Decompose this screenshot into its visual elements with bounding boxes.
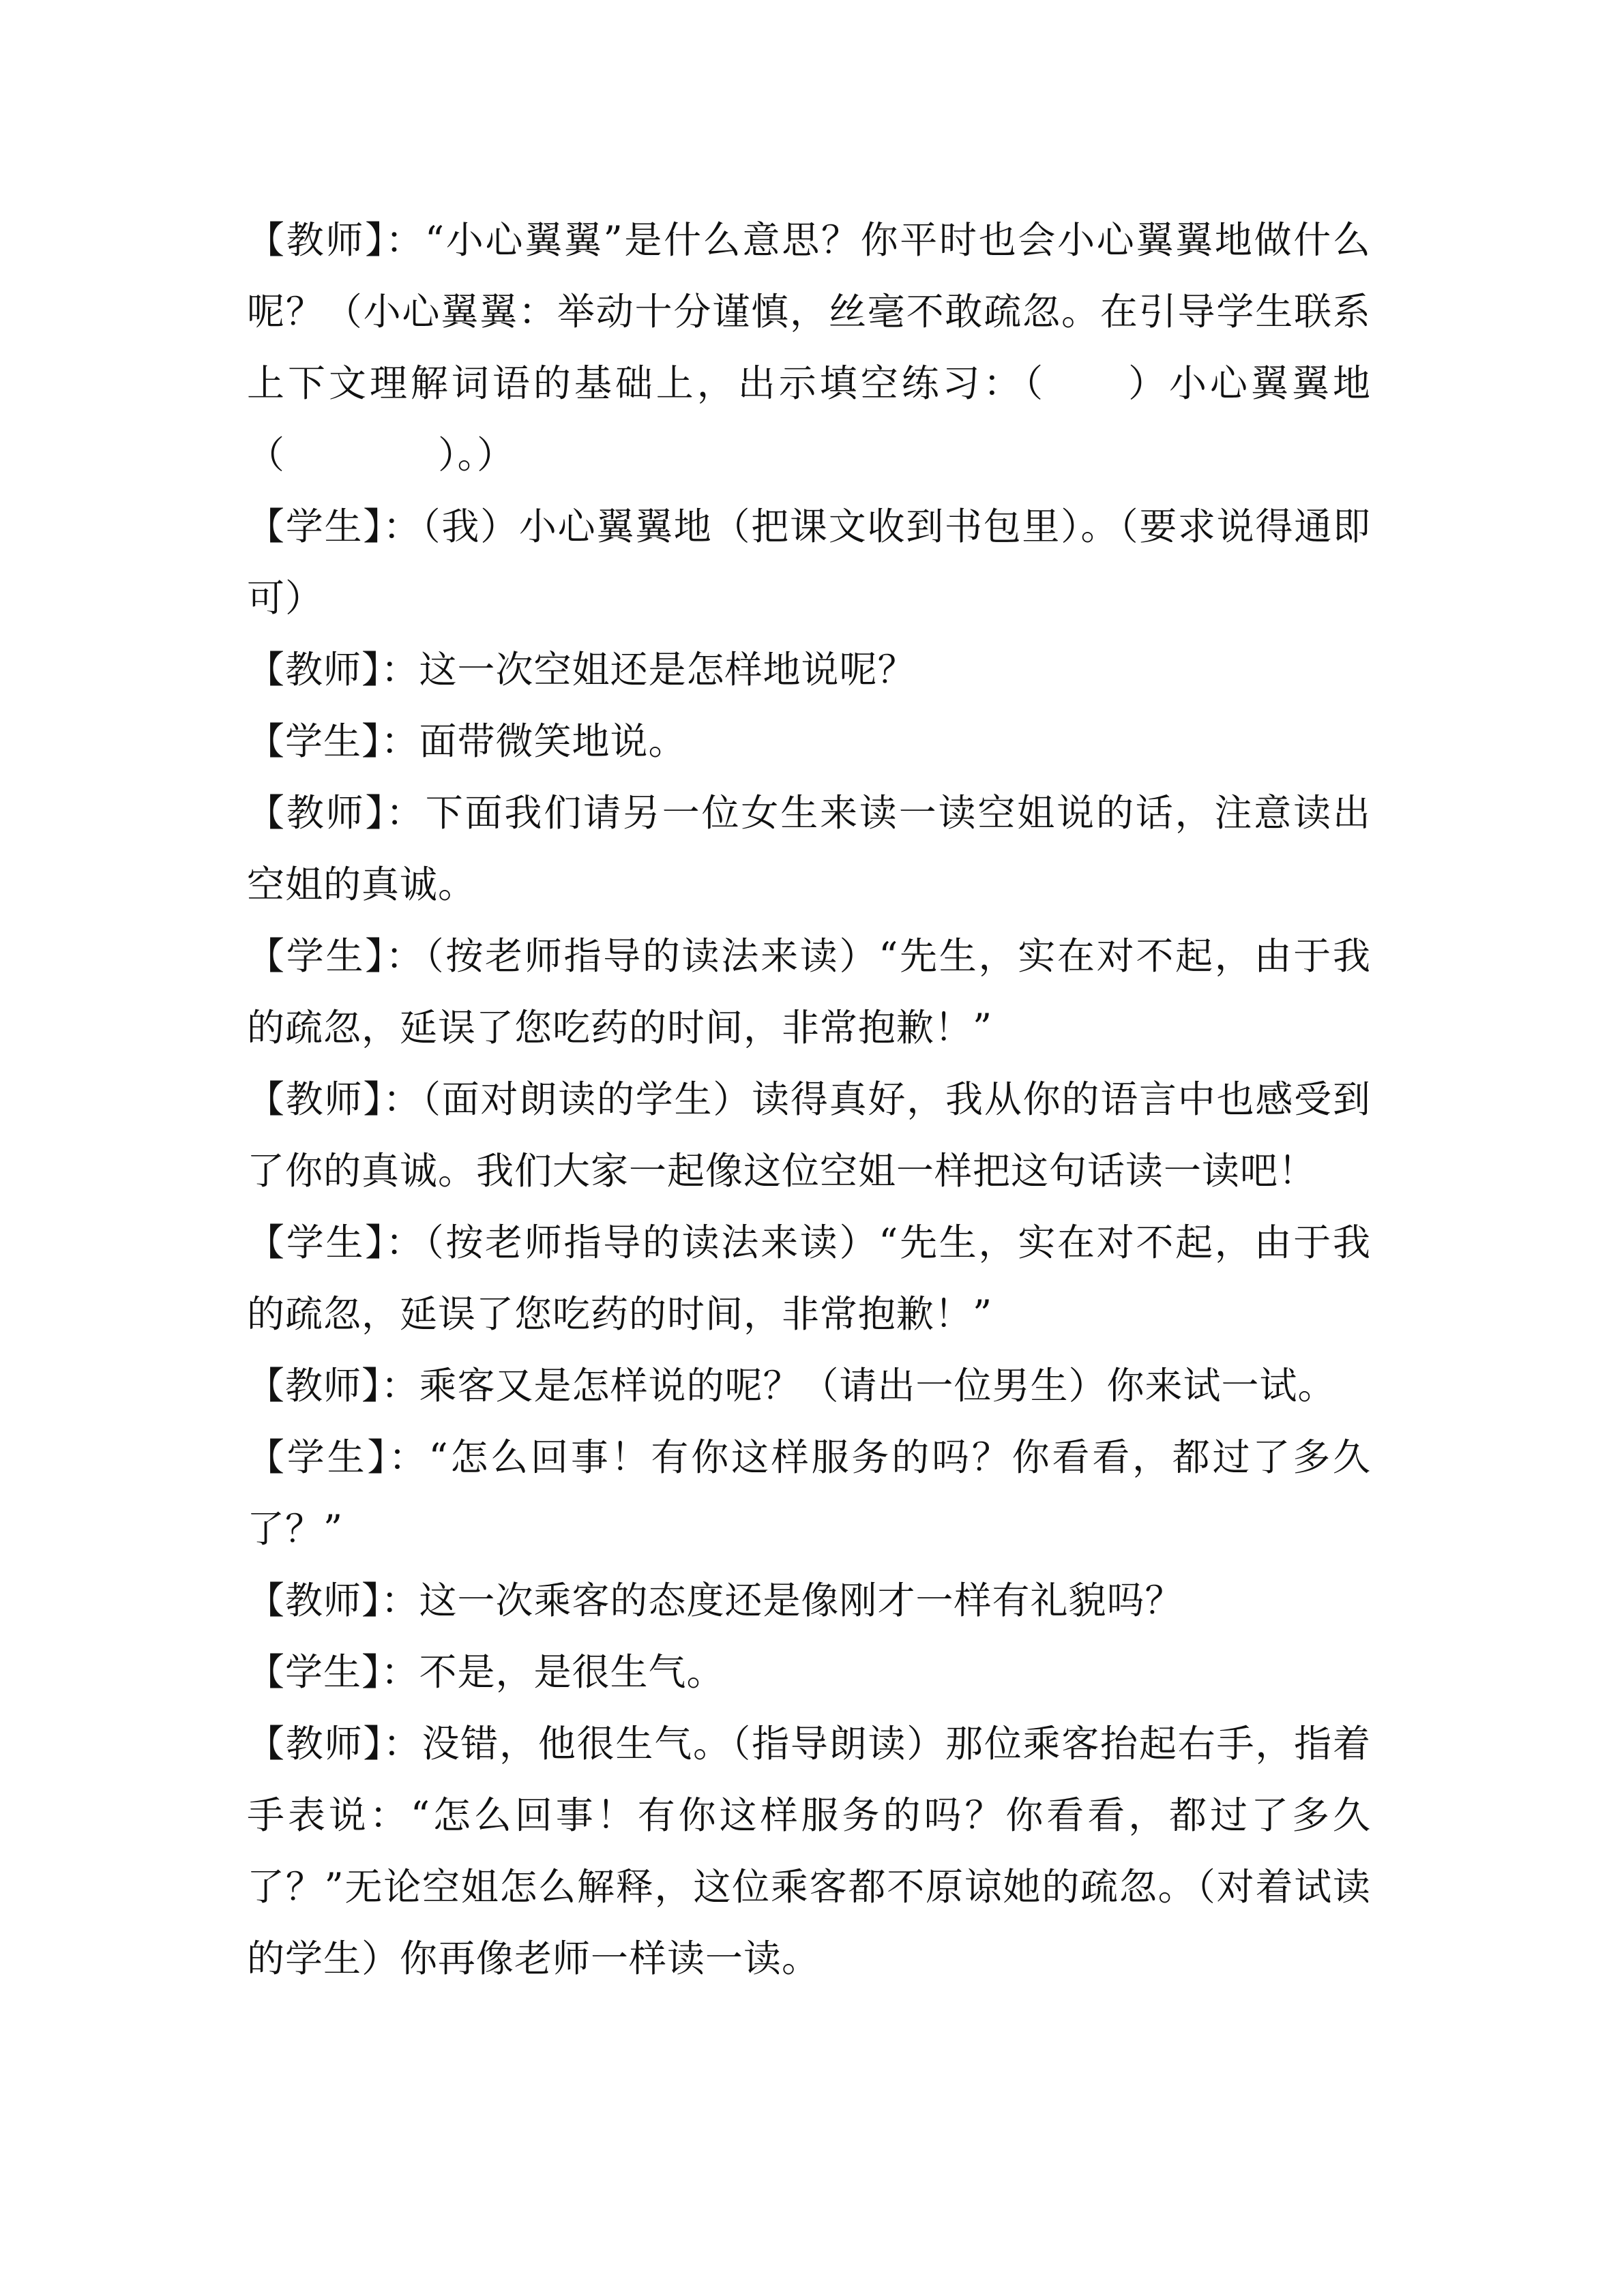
speaker-label: 【学生】 <box>247 934 386 978</box>
speaker-label: 【学生】 <box>247 1650 381 1694</box>
document-body <box>247 205 1371 1995</box>
paragraph-text: ：没错，他很生气。（指导朗读）那位乘客抬起右手，指着手表说：“怎么回事！有你这样服务的吗？你看看，都过了多久了？”无论空姐怎么解释，这位乘客都不原谅她的疏忽。（对着试读的学生）你再像老师一样读一读。 <box>247 1722 1371 1980</box>
speaker-label: 【教师】 <box>247 1364 381 1407</box>
speaker-label: 【学生】 <box>247 1221 386 1264</box>
speaker-label: 【教师】 <box>247 791 386 835</box>
speaker-label: 【学生】 <box>247 505 383 548</box>
speaker-label: 【教师】 <box>247 1077 383 1121</box>
paragraph-text: ：（按老师指导的读法来读）“先生，实在对不起，由于我的疏忽，延误了您吃药的时间，非常抱歉！” <box>247 934 1371 1049</box>
paragraph-text: ：（按老师指导的读法来读）“先生，实在对不起，由于我的疏忽，延误了您吃药的时间，非常抱歉！” <box>247 1221 1371 1336</box>
paragraph-2 <box>247 491 1371 634</box>
speaker-label: 【教师】 <box>247 1579 381 1622</box>
paragraph-3 <box>247 634 1371 706</box>
paragraph-text: ：“小心翼翼”是什么意思？你平时也会小心翼翼地做什么呢？（小心翼翼：举动十分谨慎，丝毫不敢疏忽。在引导学生联系上下文理解词语的基础上，出示填空练习：（ ）小心翼翼地（ ）。） <box>247 218 1371 477</box>
paragraph-text: ：（面对朗读的学生）读得真好，我从你的语言中也感受到了你的真诚。我们大家一起像这位空姐一样把这句话读一读吧！ <box>247 1077 1371 1193</box>
paragraph-13 <box>247 1708 1371 1995</box>
paragraph-text: ：这一次空姐还是怎样地说呢？ <box>381 648 916 691</box>
paragraph-11 <box>247 1565 1371 1637</box>
paragraph-4 <box>247 706 1371 777</box>
paragraph-9 <box>247 1350 1371 1422</box>
paragraph-1 <box>247 205 1371 491</box>
paragraph-text: ：面带微笑地说。 <box>381 719 687 763</box>
paragraph-5 <box>247 777 1371 921</box>
speaker-label: 【教师】 <box>247 648 381 691</box>
speaker-label: 【教师】 <box>247 218 386 262</box>
paragraph-text: ：（我）小心翼翼地（把课文收到书包里）。（要求说得通即可） <box>247 505 1371 620</box>
paragraph-6 <box>247 921 1371 1064</box>
paragraph-10 <box>247 1422 1371 1565</box>
speaker-label: 【学生】 <box>247 1435 389 1479</box>
speaker-label: 【学生】 <box>247 719 381 763</box>
speaker-label: 【教师】 <box>247 1722 383 1765</box>
paragraph-12 <box>247 1637 1371 1708</box>
paragraph-8 <box>247 1207 1371 1350</box>
paragraph-7 <box>247 1064 1371 1207</box>
paragraph-text: ：“怎么回事！有你这样服务的吗？你看看，都过了多久了？” <box>247 1435 1371 1551</box>
paragraph-text: ：下面我们请另一位女生来读一读空姐说的话，注意读出空姐的真诚。 <box>247 791 1371 906</box>
paragraph-text: ：乘客又是怎样说的呢？（请出一位男生）你来试一试。 <box>381 1364 1336 1407</box>
paragraph-text: ：不是，是很生气。 <box>381 1650 725 1694</box>
paragraph-text: ：这一次乘客的态度还是像刚才一样有礼貌吗？ <box>381 1579 1183 1622</box>
